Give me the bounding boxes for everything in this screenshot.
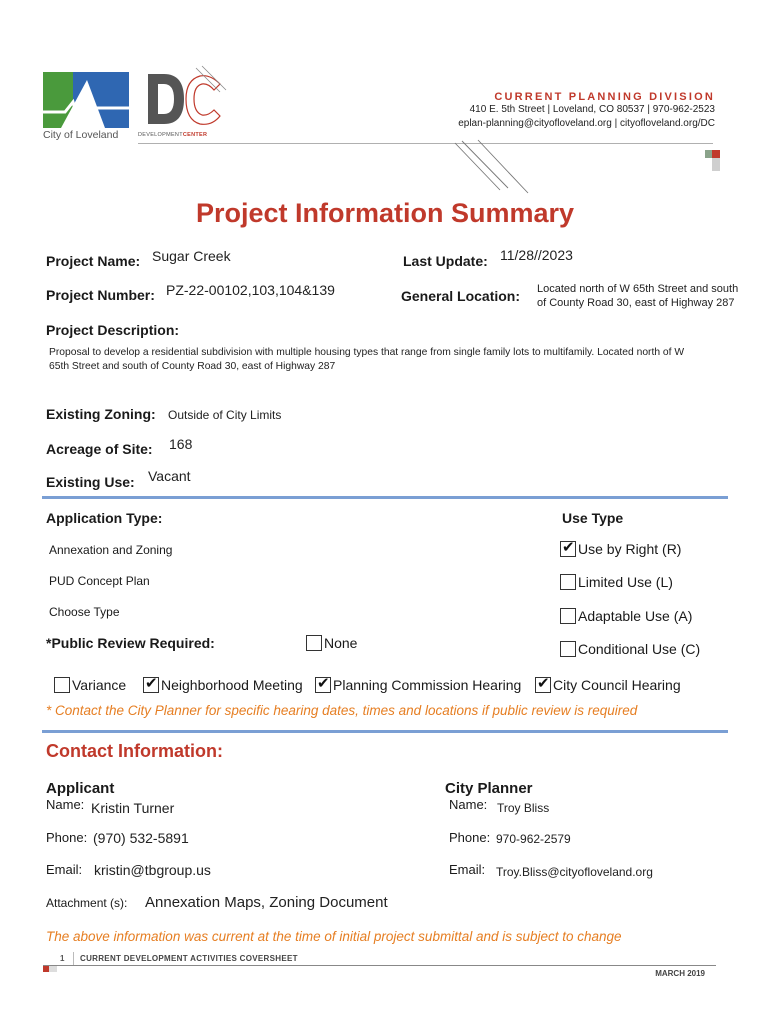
project-description-line2[interactable]: 65th Street and south of County Road 30, east of Highway 287 xyxy=(49,361,336,372)
use-type-label: Use Type xyxy=(562,510,624,526)
use-type-conditional-use[interactable]: Conditional Use (C) xyxy=(560,640,700,657)
header-divider xyxy=(138,143,713,144)
applicant-name-value[interactable]: Kristin Turner xyxy=(91,800,175,816)
planner-email-label: Email: xyxy=(449,862,486,877)
check-mark-icon: ✔ xyxy=(317,675,330,693)
dc-logo-text: DEVELOPMENTCENTER xyxy=(138,132,208,138)
public-review-label: *Public Review Required: xyxy=(46,635,215,651)
planner-name-label: Name: xyxy=(449,797,488,812)
review-neighborhood-meeting[interactable]: ✔ Neighborhood Meeting xyxy=(145,675,303,694)
attachment-value[interactable]: Annexation Maps, Zoning Document xyxy=(145,894,388,911)
applicant-phone-label: Phone: xyxy=(46,830,88,845)
applicant-email-value[interactable]: kristin@tbgroup.us xyxy=(94,862,211,878)
page-title: Project Information Summary xyxy=(195,198,575,228)
application-type-label: Application Type: xyxy=(46,510,163,526)
applicant-name-label: Name: xyxy=(46,797,85,812)
checkbox[interactable] xyxy=(535,677,551,693)
header-accent-square xyxy=(712,150,720,158)
review-none[interactable]: None xyxy=(306,634,357,651)
attachment-label: Attachment (s): xyxy=(46,896,128,910)
checkbox[interactable] xyxy=(560,641,576,657)
existing-zoning-value[interactable]: Outside of City Limits xyxy=(168,408,282,422)
footer-divider xyxy=(43,965,716,966)
division-contact: eplan-planning@cityofloveland.org | cityofloveland.org/DC xyxy=(458,118,715,129)
checkbox[interactable] xyxy=(315,677,331,693)
general-location-value-line1[interactable]: Located north of W 65th Street and south xyxy=(537,283,739,295)
section-divider xyxy=(42,730,728,733)
checkbox[interactable] xyxy=(560,541,576,557)
general-location-label: General Location: xyxy=(401,288,521,304)
check-mark-icon: ✔ xyxy=(145,675,158,693)
header-diagonal-lines xyxy=(450,138,535,198)
check-mark-icon: ✔ xyxy=(537,675,550,693)
section-divider xyxy=(42,496,728,499)
planner-phone-value[interactable]: 970-962-2579 xyxy=(496,832,571,846)
project-description-line1[interactable]: Proposal to develop a residential subdivision with multiple housing types that range from single family lots to multifamily. Located north of W xyxy=(49,347,685,358)
review-planning-commission-hearing[interactable]: ✔ Planning Commission Hearing xyxy=(317,675,522,694)
existing-use-value[interactable]: Vacant xyxy=(148,468,191,484)
division-address: 410 E. 5th Street | Loveland, CO 80537 | 970-962-2523 xyxy=(469,104,715,115)
review-variance[interactable]: Variance xyxy=(54,676,126,693)
use-type-limited-use[interactable]: Limited Use (L) xyxy=(560,573,673,590)
checkbox[interactable] xyxy=(54,677,70,693)
last-update-value[interactable]: 11/28//2023 xyxy=(500,247,573,263)
applicant-phone-value[interactable]: (970) 532-5891 xyxy=(93,830,189,846)
application-type-item[interactable]: PUD Concept Plan xyxy=(49,574,150,588)
general-location-value-line2[interactable]: of County Road 30, east of Highway 287 xyxy=(537,297,735,309)
checkbox[interactable] xyxy=(143,677,159,693)
project-name-label: Project Name: xyxy=(46,253,141,269)
acreage-value[interactable]: 168 xyxy=(169,436,193,452)
applicant-email-label: Email: xyxy=(46,862,83,877)
planner-phone-label: Phone: xyxy=(449,830,491,845)
application-type-item[interactable]: Annexation and Zoning xyxy=(49,543,173,557)
city-of-loveland-logo xyxy=(43,72,129,142)
footer-accent-square xyxy=(49,966,57,972)
footer-doc-title: CURRENT DEVELOPMENT ACTIVITIES COVERSHEET xyxy=(80,954,298,963)
use-type-use-by-right[interactable]: ✔ Use by Right (R) xyxy=(562,539,682,558)
checkbox[interactable] xyxy=(560,574,576,590)
existing-zoning-label: Existing Zoning: xyxy=(46,406,156,422)
footer-page-number: 1 xyxy=(60,954,65,963)
project-name-value[interactable]: Sugar Creek xyxy=(152,248,231,264)
review-city-council-hearing[interactable]: ✔ City Council Hearing xyxy=(537,675,681,694)
public-review-note: * Contact the City Planner for specific hearing dates, times and locations if public review is required xyxy=(46,703,638,718)
development-center-logo xyxy=(138,62,230,144)
header-accent-square xyxy=(712,158,720,171)
last-update-label: Last Update: xyxy=(403,253,488,269)
checkbox[interactable] xyxy=(560,608,576,624)
footer-separator xyxy=(73,952,74,965)
contact-section-title: Contact Information: xyxy=(46,741,223,761)
application-type-select[interactable]: Choose Type xyxy=(49,605,120,619)
acreage-label: Acreage of Site: xyxy=(46,441,153,457)
mountain-icon xyxy=(43,72,129,128)
dc-logo-icon xyxy=(138,62,230,132)
use-type-adaptable-use[interactable]: Adaptable Use (A) xyxy=(560,607,692,624)
checkbox[interactable] xyxy=(306,635,322,651)
planner-email-value[interactable]: Troy.Bliss@cityofloveland.org xyxy=(496,865,653,879)
applicant-heading: Applicant xyxy=(46,780,115,797)
footer-date: MARCH 2019 xyxy=(655,969,705,978)
city-logo-text: City of Loveland xyxy=(43,129,119,141)
planner-name-value[interactable]: Troy Bliss xyxy=(497,801,550,815)
header-accent-square xyxy=(705,150,712,158)
division-title: CURRENT PLANNING DIVISION xyxy=(494,91,715,103)
disclaimer-note: The above information was current at the time of initial project submittal and is subject to change xyxy=(46,929,622,944)
project-description-label: Project Description: xyxy=(46,322,180,338)
existing-use-label: Existing Use: xyxy=(46,474,135,490)
check-mark-icon: ✔ xyxy=(562,539,575,557)
city-planner-heading: City Planner xyxy=(445,780,533,797)
project-number-value[interactable]: PZ-22-00102,103,104&139 xyxy=(166,282,335,298)
project-number-label: Project Number: xyxy=(46,287,155,303)
